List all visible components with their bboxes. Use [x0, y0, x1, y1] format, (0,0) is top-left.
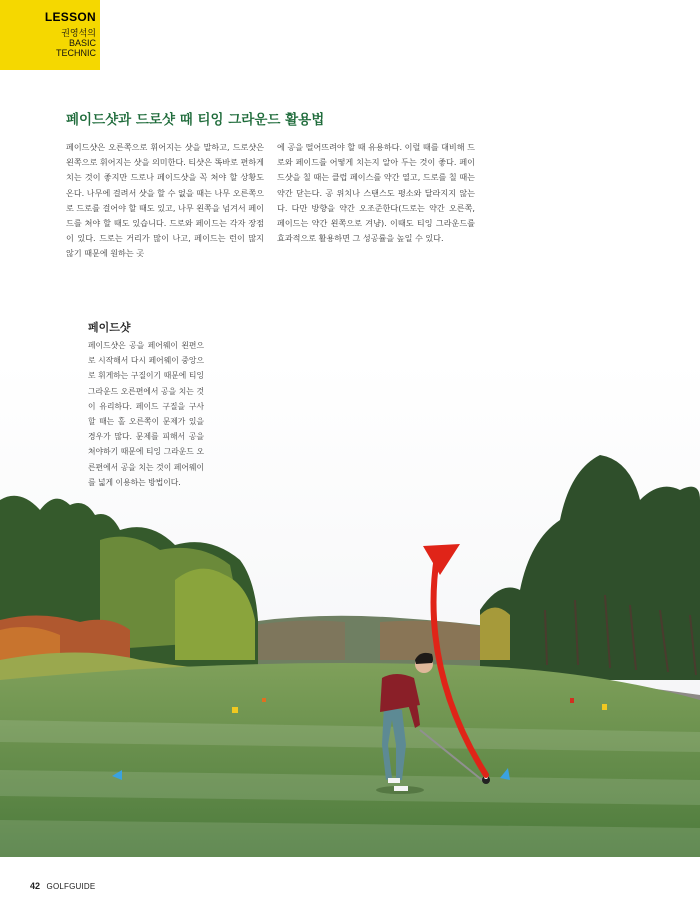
- sidebar-text: 페이드샷은 공을 페어웨이 왼편으로 시작해서 다시 페어웨이 중앙으로 휘게하는 구질이기 때문에 티잉 그라운드 오른편에서 공을 치는 것이 유리하다. 페이드 구질을 구사할 때는 홀 오른쪽이 문제가 있을 경우가 많다. 문제를 피해서 공을 쳐야하기 때문에 티잉 그라운드 오른편에서 공을 치는 것이 페어웨이를 넓게 이용하는 방법이다.: [88, 341, 204, 487]
- lesson-subtitle-line: 권영석의: [61, 28, 96, 38]
- article-headline: 페이드샷과 드로샷 때 티잉 그라운드 활용법: [66, 112, 325, 128]
- lesson-subtitle-line: TECHNIC: [56, 48, 96, 58]
- page-footer: [30, 881, 95, 891]
- lesson-tab: [0, 0, 100, 70]
- sidebar-title: 페이드샷: [88, 321, 131, 334]
- lesson-subtitle: [6, 28, 96, 58]
- lesson-subtitle-line: BASIC: [68, 38, 96, 48]
- page-number: 42: [30, 881, 41, 891]
- article-body-left: 페이드샷은 오른쪽으로 휘어지는 샷을 말하고, 드로샷은 왼쪽으로 휘어지는 샷을 의미한다. 티샷은 똑바로 편하게 치는 것이 좋지만 드로나 페이드샷을 꼭 쳐야 할 상황도 온다. 나무에 걸려서 샷을 할 수 없을 때는 나무 오른쪽으로 드로를 걸어야 할 때도 있고, 나무 왼쪽을 넘겨서 페이드를 쳐야 할 때도 있습니다. 드로와 페이드는 각자 장점이 있다. 드로는 거리가 많이 나고, 페이드는 런이 많지 않기 때문에 원하는 곳: [66, 142, 264, 259]
- publication-name: GOLFGUIDE: [46, 882, 96, 891]
- article-body-right: 에 공을 떨어뜨려야 할 때 유용하다. 이럴 때를 대비해 드로와 페이드를 어떻게 치는지 알아 두는 것이 좋다. 페이드샷을 칠 때는 클럽 페이스를 약간 열고, 드로를 칠 때는 약간 닫는다. 공 위치나 스탠스도 평소와 달라지지 않는다. 다만 방향을 약간 오조준한다(드로는 약간 오른쪽, 페이드는 약간 왼쪽으로 겨냥). 이때도 티잉 그라운드를 효과적으로 활용하면 그 성공률을 높일 수 있다.: [277, 142, 475, 244]
- lesson-label: LESSON: [44, 10, 96, 24]
